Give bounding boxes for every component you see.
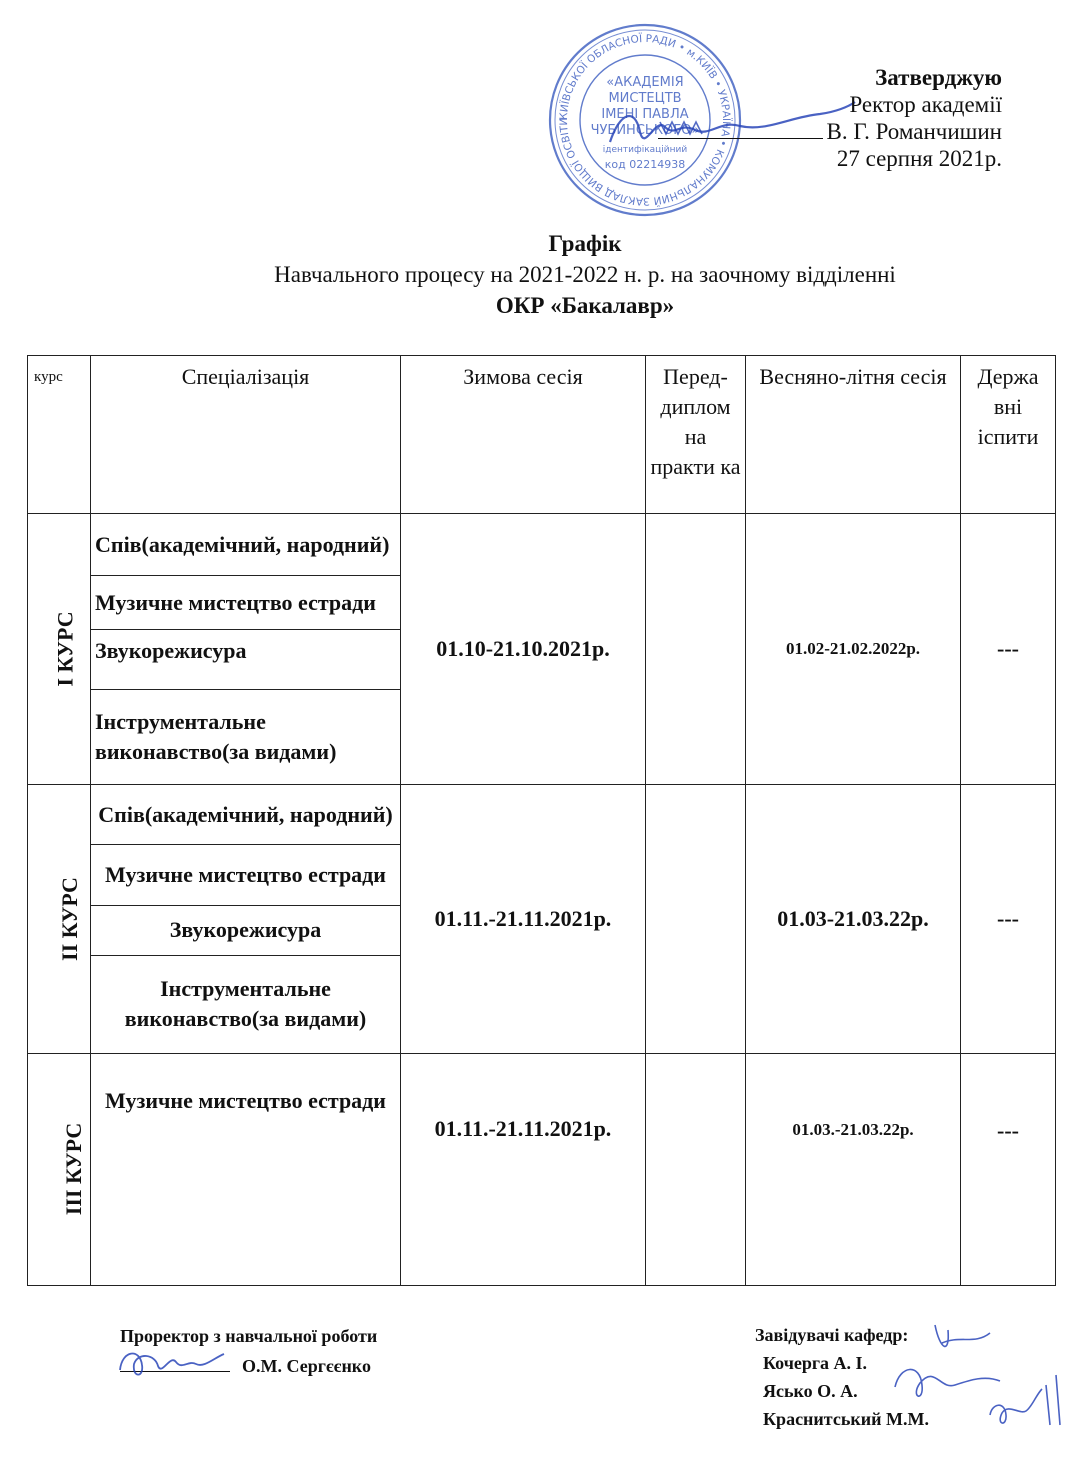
header-winter-session: Зимова сесія (401, 356, 646, 514)
approval-block (658, 64, 1002, 172)
course-1-spec-3: Звукорежисура (91, 630, 401, 690)
header-practice: Перед-диплом на практи ка (646, 356, 746, 514)
head-name-1: Кочерга А. І. (763, 1353, 868, 1373)
table-row (28, 514, 1056, 576)
schedule-table (27, 355, 1056, 1286)
course-1-spec-4: Інструментальне виконавство(за видами) (91, 690, 401, 785)
heads-title: Завідувачі кафедр: (755, 1325, 909, 1345)
approval-position: Ректор академії (849, 92, 1002, 117)
course-1-label: І КУРС (52, 611, 78, 687)
table-header-row (28, 356, 1056, 514)
course-1-cell (28, 514, 91, 785)
course-3-spec-1: Музичне мистецтво естради (91, 1053, 401, 1285)
document-title: Графік (548, 231, 622, 256)
course-2-practice (646, 785, 746, 1053)
course-1-spring: 01.02-21.02.2022р. (746, 514, 961, 785)
seal-line-5: ідентифікаційний (602, 145, 688, 155)
course-2-state: --- (961, 785, 1056, 1053)
course-2-spec-1: Спів(академічний, народний) (91, 785, 401, 845)
course-3-spring: 01.03.-21.03.22р. (746, 1053, 961, 1285)
approval-date: 27 серпня 2021р. (836, 146, 1002, 171)
approval-name: В. Г. Романчишин (826, 119, 1002, 144)
document-subtitle: Навчального процесу на 2021-2022 н. р. на заочному відділенні (274, 262, 896, 287)
seal-line-4: ЧУБИНСЬКОГО» (590, 123, 700, 138)
course-1-practice (646, 514, 746, 785)
seal-line-3: ІМЕНІ ПАВЛА (601, 107, 689, 122)
head-name-3: Краснитський М.М. (763, 1409, 929, 1429)
header-specialization: Спеціалізація (91, 356, 401, 514)
course-3-label: ІІІ КУРС (61, 1123, 87, 1216)
document-degree: ОКР «Бакалавр» (495, 293, 675, 318)
course-1-state: --- (961, 514, 1056, 785)
seal-line-6: код 02214938 (604, 158, 686, 171)
prorector-name: О.М. Сергєєнко (242, 1356, 371, 1376)
course-2-spec-2: Музичне мистецтво естради (91, 845, 401, 905)
course-1-spec-1: Спів(академічний, народний) (91, 514, 401, 576)
course-1-winter: 01.10-21.10.2021р. (401, 514, 646, 785)
course-3-state: --- (961, 1053, 1056, 1285)
heads-signatures (880, 1315, 1070, 1455)
header-kurs: курс (28, 356, 91, 514)
seal-ring-text: КИЇВСЬКОЇ ОБЛАСНОЇ РАДИ • м.КИЇВ • УКРАЇНА • КОМУНАЛЬНИЙ ЗАКЛАД ВИЩОЇ ОСВІТИ (557, 32, 733, 208)
course-3-practice (646, 1053, 746, 1285)
course-2-spec-3: Звукорежисура (91, 905, 401, 955)
header-state-exams: Держа вні іспити (961, 356, 1056, 514)
prorector-title: Проректор з навчальної роботи (120, 1326, 378, 1346)
seal-line-2: МИСТЕЦТВ (608, 91, 682, 106)
course-1-spec-2: Музичне мистецтво естради (91, 576, 401, 630)
head-name-2: Ясько О. А. (763, 1381, 858, 1401)
approval-label: Затверджую (875, 65, 1002, 90)
course-3-winter: 01.11.-21.11.2021р. (401, 1053, 646, 1285)
course-2-label: ІІ КУРС (56, 877, 82, 961)
course-3-cell (28, 1053, 91, 1285)
course-2-spec-4: Інструментальне виконавство(за видами) (91, 955, 401, 1053)
seal-line-1: «АКАДЕМІЯ (606, 75, 684, 90)
document-titles (0, 228, 1080, 321)
header-spring-session: Весняно-літня сесія (746, 356, 961, 514)
table-row (28, 1053, 1056, 1285)
table-row (28, 785, 1056, 845)
course-2-cell (28, 785, 91, 1053)
course-2-winter: 01.11.-21.11.2021р. (401, 785, 646, 1053)
prorector-signature (110, 1340, 230, 1385)
course-2-spring: 01.03-21.03.22р. (746, 785, 961, 1053)
approval-signature-line (658, 138, 823, 139)
